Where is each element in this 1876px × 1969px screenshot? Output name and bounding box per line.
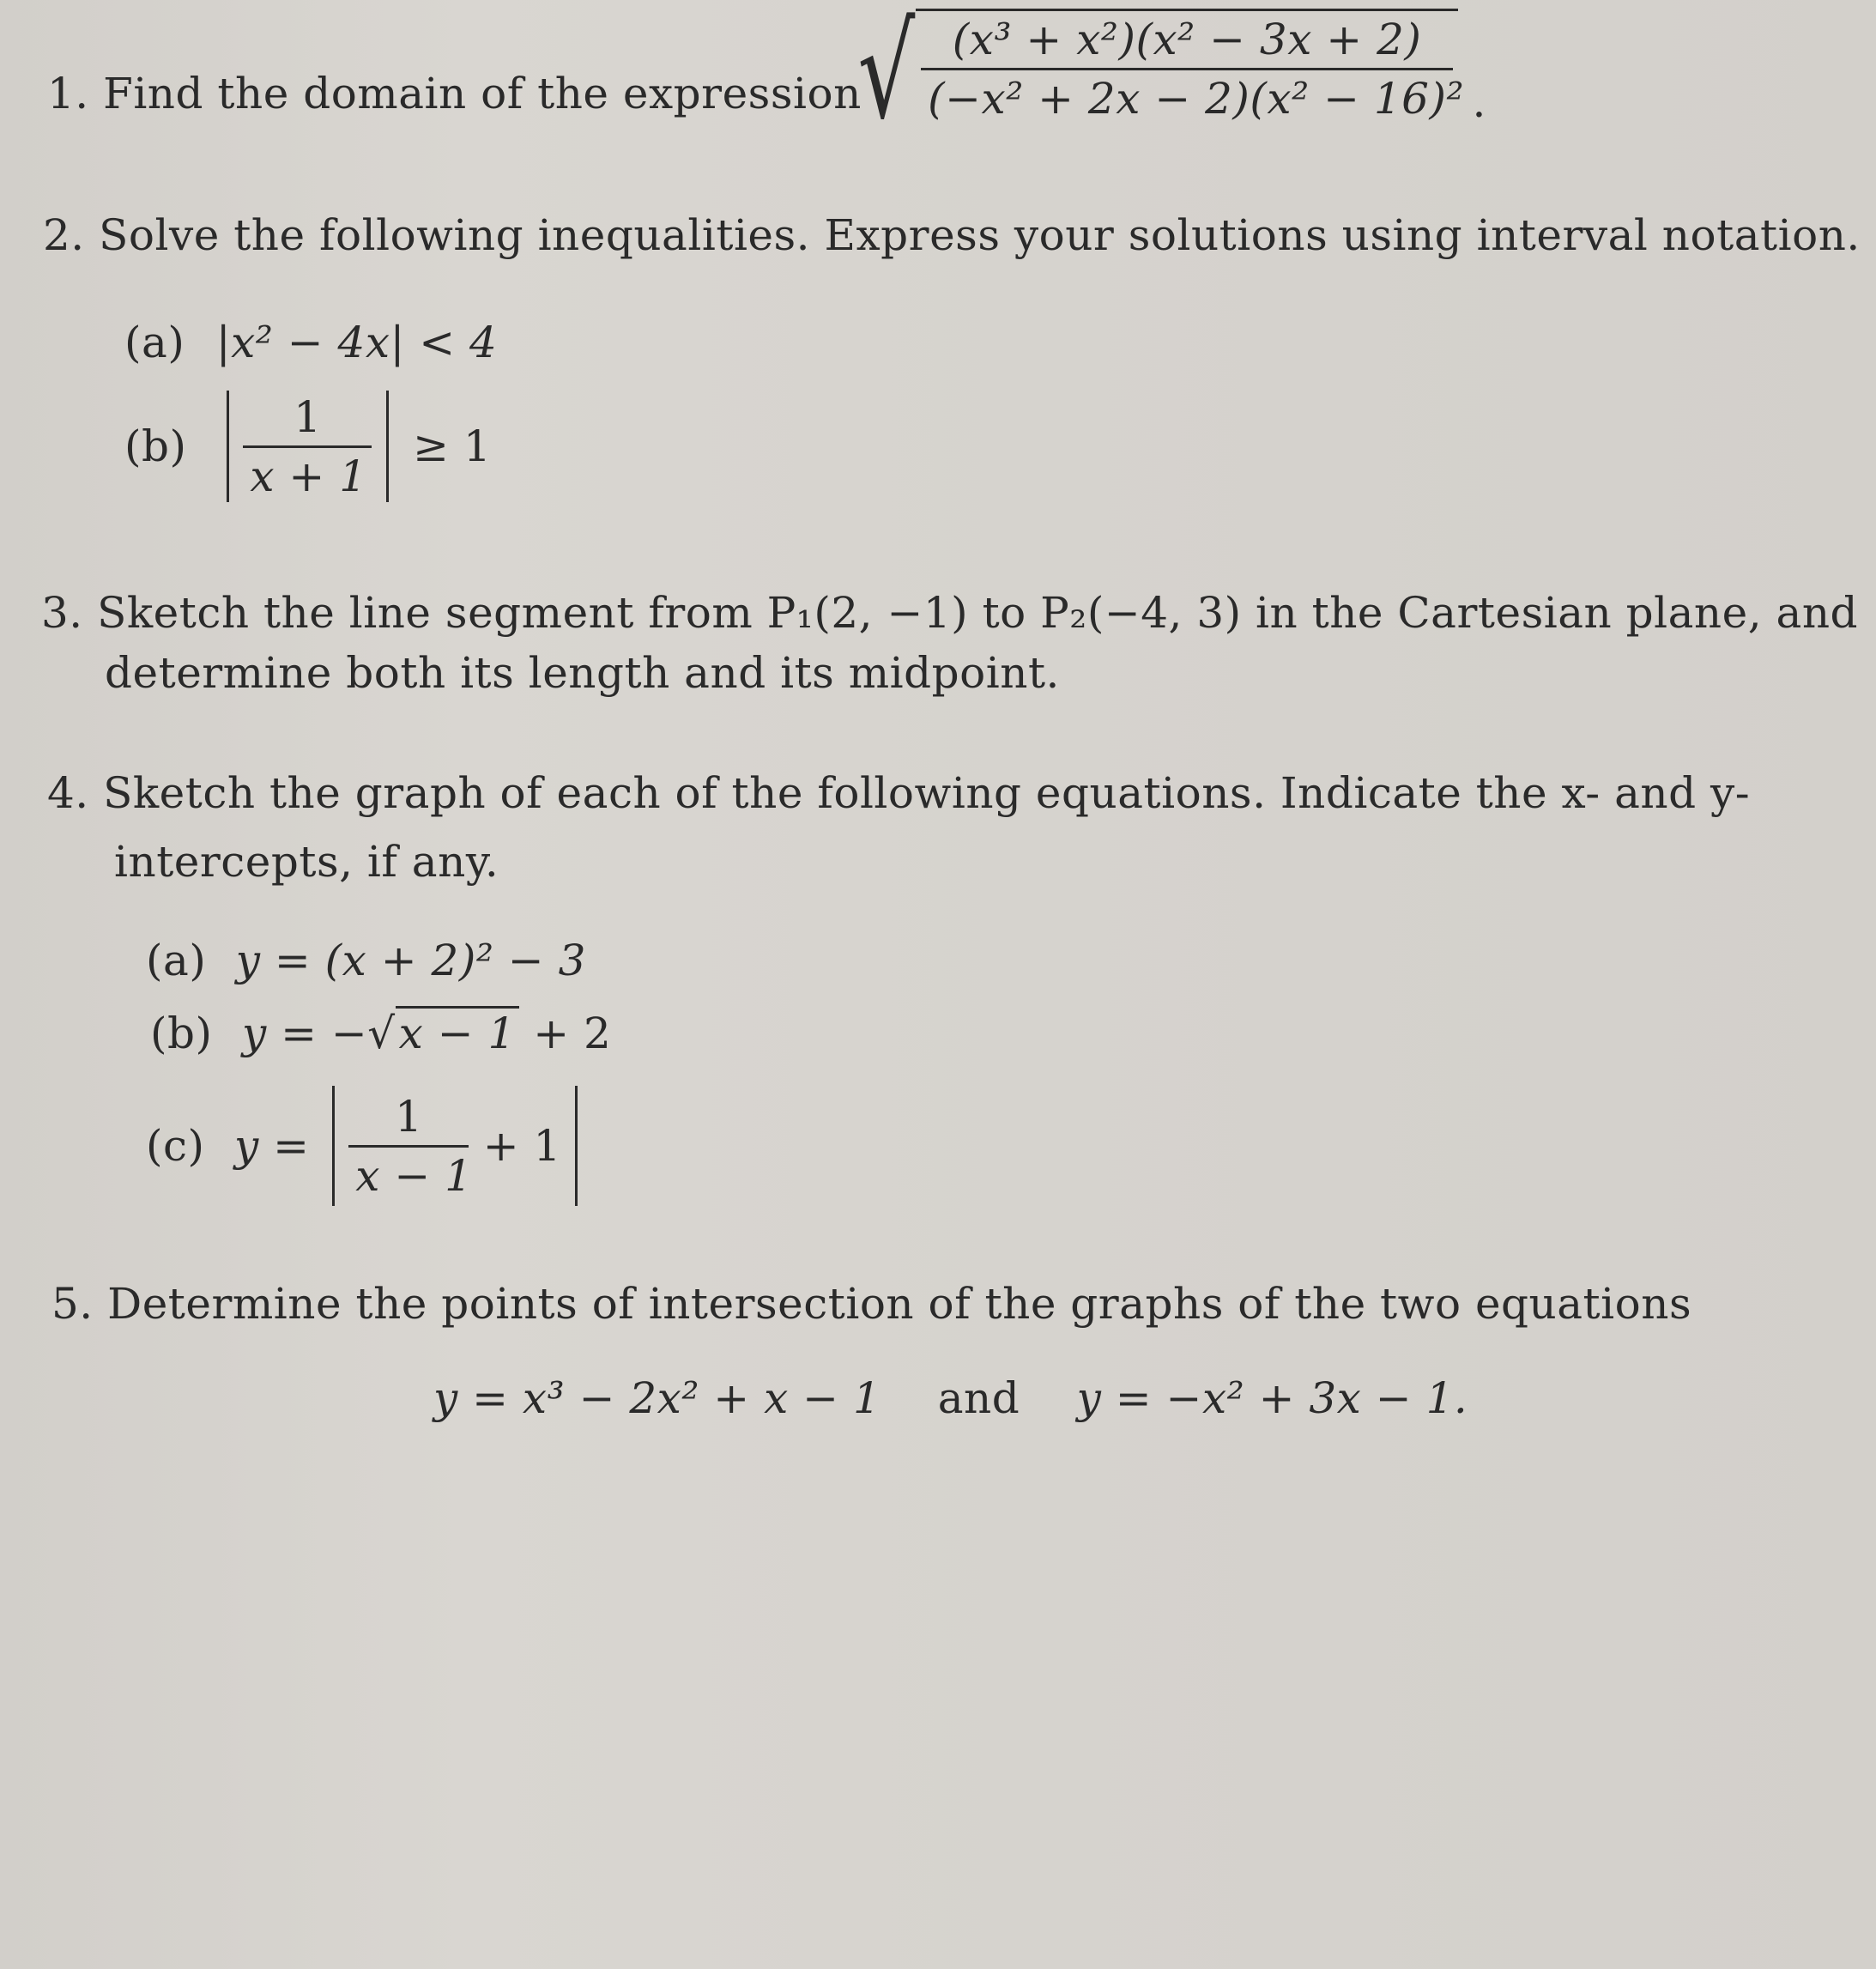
abs-bar-left	[227, 391, 229, 502]
q4b-radicand: x − 1	[396, 1006, 519, 1058]
abs-bar-right	[386, 391, 389, 502]
q2-text: Solve the following inequalities. Express your solutions using interval notation.	[99, 210, 1861, 260]
q5-eq1: y = x³ − 2x² + x − 1	[433, 1373, 881, 1423]
q4a	[146, 936, 586, 985]
q1-expression	[845, 0, 1486, 148]
q2b-label: (b)	[124, 421, 187, 471]
q4a-label: (a)	[146, 936, 207, 985]
q4c-den: x − 1	[348, 1145, 469, 1201]
q1-period: .	[1472, 77, 1486, 127]
q4b-pre: y = −	[241, 1009, 368, 1058]
q2a	[124, 318, 497, 367]
q4c-label: (c)	[146, 1121, 205, 1171]
q4b-post: + 2	[533, 1009, 612, 1058]
q1-numerator: (x³ + x²)(x² − 3x + 2)	[952, 15, 1422, 64]
q2a-expr: |x² − 4x| < 4	[215, 318, 498, 367]
q4-line2: intercepts, if any.	[114, 837, 499, 887]
q5-text: Determine the points of intersection of the graphs of the two equations	[107, 1279, 1692, 1329]
q5-equations	[433, 1373, 1468, 1423]
q4c-post: + 1	[482, 1121, 561, 1171]
q5-conj: and	[937, 1373, 1020, 1423]
q3-number: 3.	[41, 588, 83, 638]
q2b-num: 1	[294, 391, 322, 442]
q5-statement	[51, 1279, 1691, 1329]
abs-bar-right	[575, 1086, 578, 1206]
q2a-label: (a)	[124, 318, 185, 367]
q2b-rel: ≥ 1	[413, 421, 492, 471]
q4b	[150, 1009, 611, 1058]
q1-text: Find the domain of the expression	[103, 69, 862, 118]
q4-line1	[47, 768, 1750, 818]
q5-eq2: y = −x² + 3x − 1.	[1076, 1373, 1468, 1423]
q4b-label: (b)	[150, 1009, 213, 1058]
sqrt-icon: √	[367, 1009, 396, 1058]
q5-number: 5.	[51, 1279, 94, 1329]
q3-text-1: Sketch the line segment from P₁(2, −1) to P₂(−4, 3) in the Cartesian plane, and	[97, 588, 1859, 638]
q1-number: 1.	[47, 69, 89, 118]
q3-line2: determine both its length and its midpoint.	[105, 648, 1060, 698]
abs-bar-left	[332, 1086, 335, 1206]
q4-number: 4.	[47, 768, 89, 818]
q4c-num: 1	[395, 1091, 423, 1142]
q2-number: 2.	[43, 210, 85, 260]
q4c	[146, 1086, 578, 1206]
q4-text-1: Sketch the graph of each of the following equations. Indicate the x- and y-	[103, 768, 1751, 818]
sqrt-sign-icon: √	[857, 0, 916, 148]
q2-statement	[43, 210, 1861, 260]
q2b-den: x + 1	[243, 445, 372, 501]
q2b	[124, 391, 491, 502]
q4c-pre: y =	[233, 1121, 310, 1171]
q3-line1	[41, 588, 1858, 638]
q1-statement	[47, 69, 862, 118]
q4a-expr: y = (x + 2)² − 3	[235, 936, 586, 985]
q1-denominator: (−x² + 2x − 2)(x² − 16)²	[921, 68, 1453, 124]
